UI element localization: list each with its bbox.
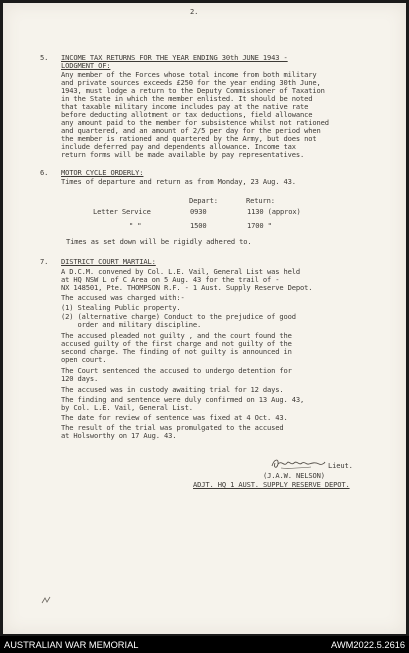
section-5-line: include deferred pay and dependents allowance. Income tax bbox=[61, 142, 296, 151]
section-7-line: The result of the trial was promulgated to the accused bbox=[61, 423, 284, 432]
section-7-line: The accused was in custody awaiting trial for 12 days. bbox=[61, 385, 284, 394]
section-5-heading-cont: LODGMENT OF: bbox=[61, 61, 111, 70]
page-number: 2. bbox=[190, 7, 199, 16]
section-6-intro: Times of departure and return as from Monday, 23 Aug. 43. bbox=[61, 177, 296, 186]
signatory-appointment: ADJT. HQ 1 AUST. SUPPLY RESERVE DEPOT. bbox=[193, 480, 350, 489]
signatory-rank: Lieut. bbox=[328, 461, 353, 470]
section-5-line: that taxable military income includes pay at the native rate bbox=[61, 102, 309, 111]
section-5-number: 5. bbox=[40, 53, 49, 62]
section-7-number: 7. bbox=[40, 257, 49, 266]
section-5-line: and private sources exceeds £250 for the year ending 30th June, bbox=[61, 78, 321, 87]
section-5-line: Any member of the Forces whose total income from both military bbox=[61, 70, 317, 79]
section-5-line: in the State in which the member enlisted. It should be noted bbox=[61, 94, 313, 103]
table-row-label: " " bbox=[129, 221, 142, 230]
pencil-mark-icon bbox=[41, 596, 51, 605]
section-7-heading: DISTRICT COURT MARTIAL: bbox=[61, 257, 156, 266]
document-page bbox=[3, 3, 406, 634]
section-7-line: 120 days. bbox=[61, 374, 99, 383]
section-6-number: 6. bbox=[40, 168, 49, 177]
section-7-line: The Court sentenced the accused to undergo detention for bbox=[61, 366, 292, 375]
section-5-line: any amount paid to the member for subsistence whilst not rationed bbox=[61, 118, 329, 127]
handwritten-signature bbox=[269, 456, 327, 472]
section-7-line: by Col. L.E. Vail, General List. bbox=[61, 403, 193, 412]
section-7-line: The finding and sentence were duly confirmed on 13 Aug. 43, bbox=[61, 395, 305, 404]
footer-institution: AUSTRALIAN WAR MEMORIAL bbox=[4, 640, 139, 650]
section-6-heading: MOTOR CYCLE ORDERLY: bbox=[61, 168, 144, 177]
table-header-depart: Depart: bbox=[189, 196, 218, 205]
section-7-line: The accused was charged with:- bbox=[61, 293, 185, 302]
table-row-return: 1130 (approx) bbox=[247, 207, 301, 216]
table-row-depart: 0930 bbox=[190, 207, 207, 216]
section-7-line: at HQ NSW L of C Area on 5 Aug. 43 for the trail of - bbox=[61, 275, 280, 284]
section-5-line: and quartered, and an amount of 2/5 per day for the period when bbox=[61, 126, 321, 135]
section-5-line: return forms will be made available by pay representatives. bbox=[61, 150, 305, 159]
section-7-line: (1) Stealing Public property. bbox=[61, 303, 181, 312]
section-7-line: at Holsworthy on 17 Aug. 43. bbox=[61, 431, 177, 440]
table-row-return: 1700 " bbox=[247, 221, 272, 230]
section-7-line: open court. bbox=[61, 355, 107, 364]
section-7-line: NX 148501, Pte. THOMPSON R.F. - 1 Aust. Supply Reserve Depot. bbox=[61, 283, 313, 292]
section-6-outro: Times as set down will be rigidly adhered to. bbox=[66, 237, 252, 246]
section-7-line: A D.C.M. convened by Col. L.E. Vail, General List was held bbox=[61, 267, 301, 276]
section-7-line: accused guilty of the first charge and not guilty of the bbox=[61, 339, 292, 348]
table-row-depart: 1500 bbox=[190, 221, 207, 230]
footer-accession-number: AWM2022.5.2616 bbox=[331, 640, 406, 650]
section-5-line: before deducting allotment or tax deductions, field allowance bbox=[61, 110, 313, 119]
section-7-line: order and military discipline. bbox=[61, 320, 202, 329]
table-row-label: Letter Service bbox=[93, 207, 151, 216]
signatory-name: (J.A.W. NELSON) bbox=[263, 471, 325, 480]
section-5-line: the member is rationed and quartered by the Army, but does not bbox=[61, 134, 317, 143]
section-7-line: The accused pleaded not guilty , and the court found the bbox=[61, 331, 292, 340]
section-5-heading: INCOME TAX RETURNS FOR THE YEAR ENDING 30th JUNE 1943 - bbox=[61, 53, 288, 62]
archive-footer-bar bbox=[0, 636, 409, 653]
section-7-line: (2) (alternative charge) Conduct to the prejudice of good bbox=[61, 312, 296, 321]
section-5-line: 1943, must lodge a return to the Deputy Commissioner of Taxation bbox=[61, 86, 325, 95]
table-header-return: Return: bbox=[246, 196, 275, 205]
section-7-line: second charge. The finding of not guilty is announced in bbox=[61, 347, 292, 356]
section-7-line: The date for review of sentence was fixed at 4 Oct. 43. bbox=[61, 413, 288, 422]
